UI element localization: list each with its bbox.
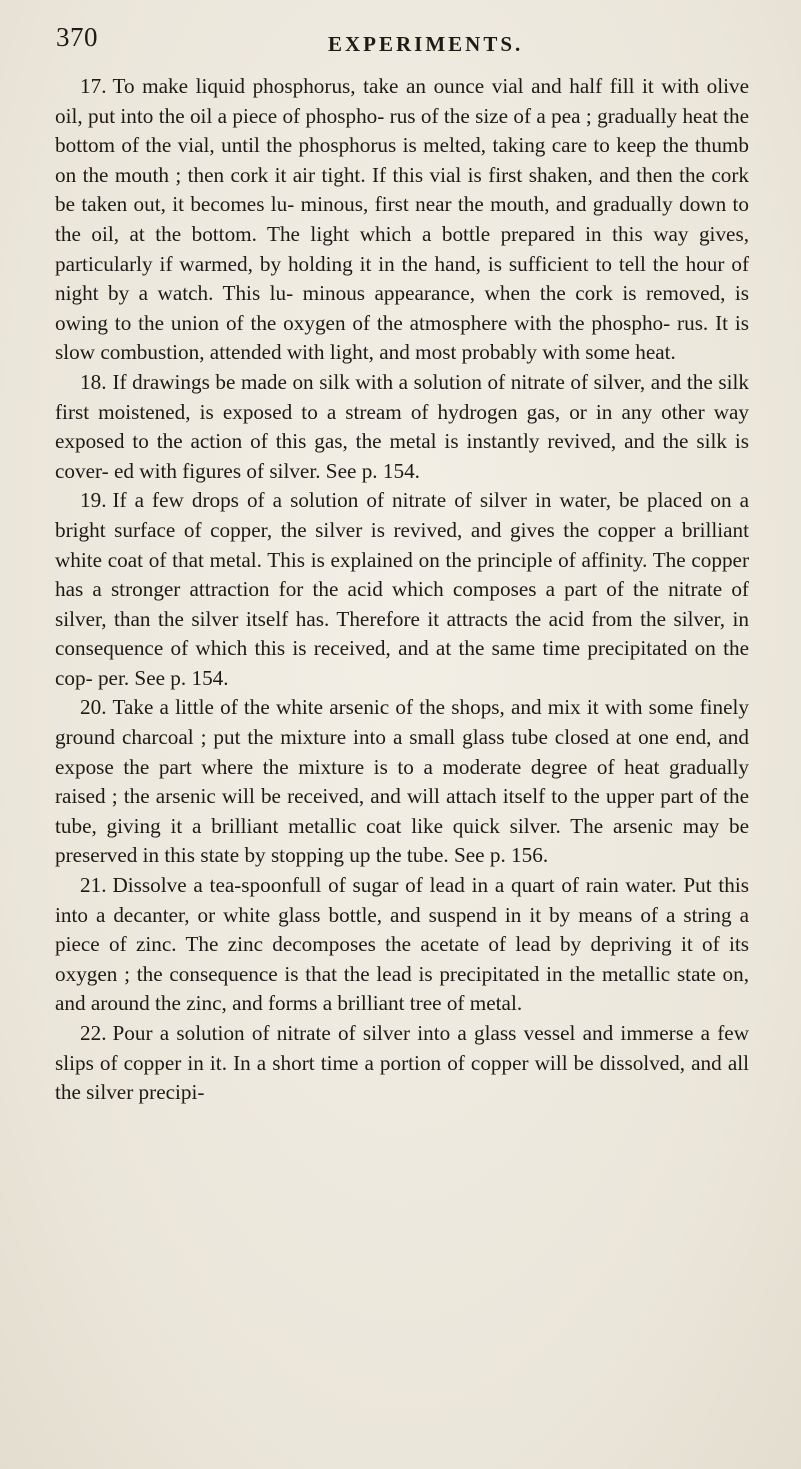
paragraph-number: 22. [80,1021,107,1045]
paragraph-20 [55,693,749,871]
paragraph-22 [55,1019,749,1108]
paragraph-text: Take a little of the white arsenic of the shops, and mix it with some finely ground charcoal ; put the mixture into a small glass tube closed at one end, and expose the part where the mixture is to a moderate degree of heat gradually raised ; the arsenic will be received, and will attach itself to the upper part of the tube, giving it a brilliant metallic coat like quick silver. The arsenic may be preserved in this state by stopping up the tube. See p. 156. [55,695,749,868]
running-head: EXPERIMENTS. [328,32,524,56]
body-text [55,72,749,1108]
paragraph-text: Pour a solution of nitrate of silver into a glass vessel and immerse a few slips of copper in it. In a short time a portion of copper will be dissolved, and all the silver precipi- [55,1021,749,1105]
paragraph-17 [55,72,749,368]
paragraph-text: To make liquid phosphorus, take an ounce vial and half fill it with olive oil, put into the oil a piece of phospho- rus of the size of a pea ; gradually heat the bottom of the vial, until the phosphorus is melted, taking care to keep the thumb on the mouth ; then cork it air tight. If this vial is first shaken, and then the cork be taken out, it becomes lu- minous, first near the mouth, and gradually down to the oil, at the bottom. The light which a bottle prepared in this way gives, particularly if warmed, by holding it in the hand, is sufficient to tell the hour of night by a watch. This lu- minous appearance, when the cork is removed, is owing to the union of the oxygen of the atmosphere with the phospho- rus. It is slow combustion, attended with light, and most probably with some heat. [55,74,749,365]
paragraph-number: 21. [80,873,107,898]
paragraph-text: Dissolve a tea-spoonfull of sugar of lead in a quart of rain water. Put this into a decanter, or white glass bottle, and suspend in it by means of a string a piece of zinc. The zinc decomposes the acetate of lead by depriving it of its oxygen ; the consequence is that the lead is precipitated in the metallic state on, and around the zinc, and forms a brilliant tree of metal. [55,873,749,1016]
paragraph-19 [55,486,749,693]
paragraph-number: 17. [80,74,107,98]
page-number: 370 [56,22,98,52]
paragraph-number: 20. [80,695,107,720]
paragraph-21 [55,871,749,1019]
page-header [56,22,745,58]
paragraph-text: If a few drops of a solution of nitrate of silver in water, be placed on a bright surface of copper, the silver is revived, and gives the copper a brilliant white coat of that metal. This is explained on the principle of affinity. The copper has a stronger attraction for the acid which composes a part of the nitrate of silver, than the silver itself has. Therefore it attracts the acid from the silver, in consequence of which this is received, and at the same time precipitated on the cop- per. See p. 154. [55,488,749,690]
paragraph-text: If drawings be made on silk with a solution of nitrate of silver, and the silk first moistened, is exposed to a stream of hydrogen gas, or in any other way exposed to the action of this gas, the metal is instantly revived, and the silk is cover- ed with figures of silver. See p. 154. [55,369,749,483]
paragraph-number: 18. [80,369,107,394]
paragraph-18 [55,368,749,486]
paragraph-number: 19. [80,488,107,513]
